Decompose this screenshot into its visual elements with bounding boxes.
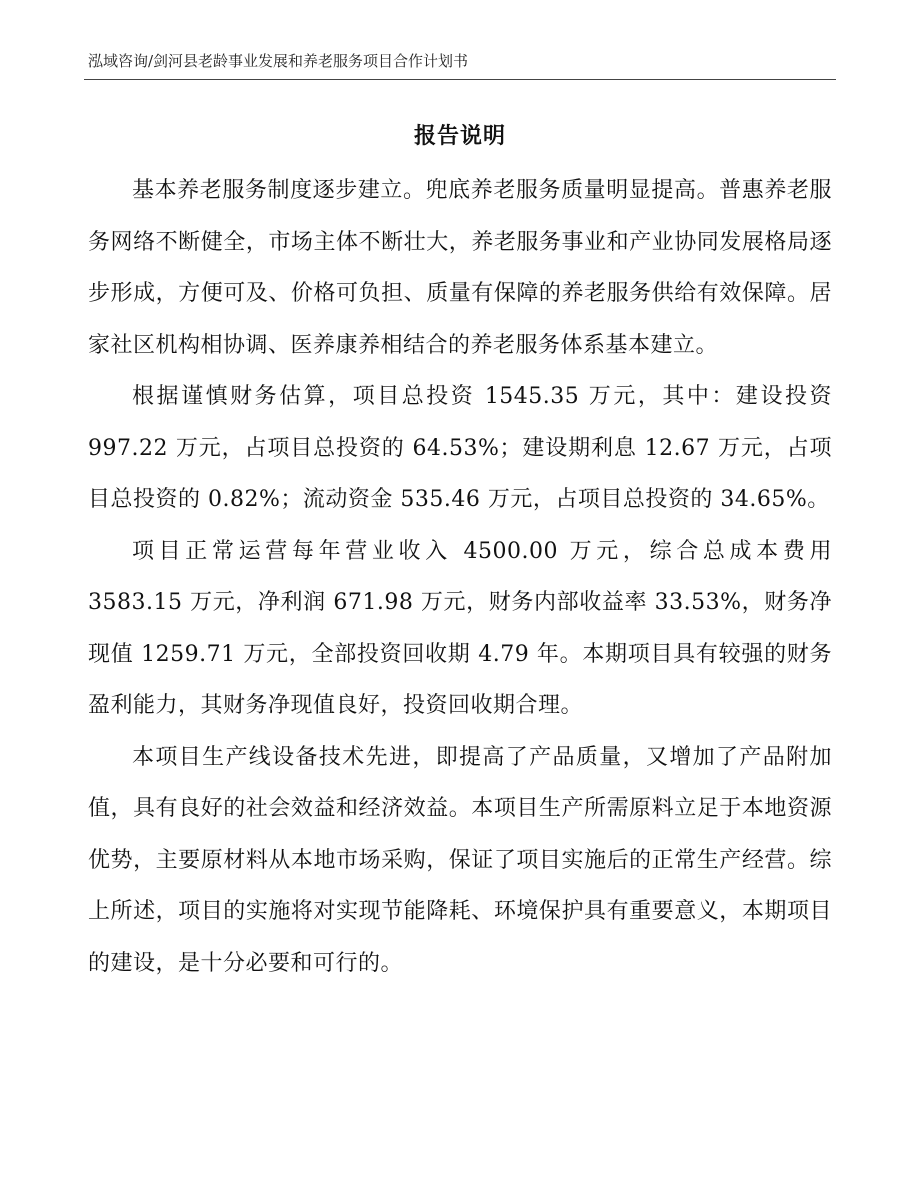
paragraph-revenue: 项目正常运营每年营业收入 4500.00 万元，综合总成本费用 3583.15 万元，净利润 671.98 万元，财务内部收益率 33.53%，财务净现值 1259.71 万元，全部投资回收期 4.79 年。本期项目具有较强的财务盈利能力，其财务净现值良好，投资回收期合理。 [88,538,832,718]
running-header: 泓域咨询/剑河县老龄事业发展和养老服务项目合作计划书 [88,52,469,70]
document-body [88,165,832,989]
paragraph-investment: 根据谨慎财务估算，项目总投资 1545.35 万元，其中：建设投资 997.22 万元，占项目总投资的 64.53%；建设期利息 12.67 万元，占项目总投资的 0.82%；流动资金 535.46 万元，占项目总投资的 34.65%。 [88,384,832,512]
paragraph-overview: 基本养老服务制度逐步建立。兜底养老服务质量明显提高。普惠养老服务网络不断健全，市场主体不断壮大，养老服务事业和产业协同发展格局逐步形成，方便可及、价格可负担、质量有保障的养老服务供给有效保障。居家社区机构相协调、医养康养相结合的养老服务体系基本建立。 [88,178,832,358]
paragraph-conclusion: 本项目生产线设备技术先进，即提高了产品质量，又增加了产品附加值，具有良好的社会效益和经济效益。本项目生产所需原料立足于本地资源优势，主要原材料从本地市场采购，保证了项目实施后的正常生产经营。综上所述，项目的实施将对实现节能降耗、环境保护具有重要意义，本期项目的建设，是十分必要和可行的。 [88,744,832,976]
header-divider [84,79,836,80]
section-title: 报告说明 [413,123,506,149]
